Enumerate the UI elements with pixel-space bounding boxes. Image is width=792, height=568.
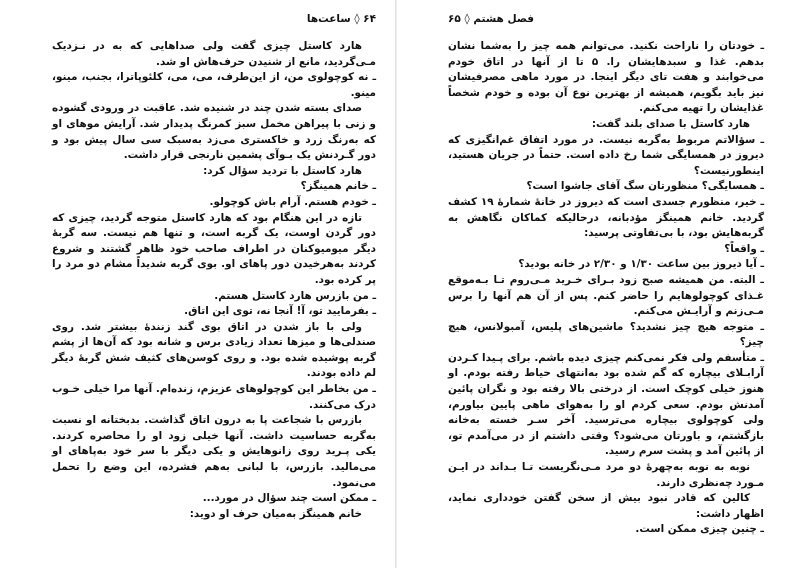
paragraph: کالین که قادر نبود بیش از سخن گفتن خودداری نماید، اظهار داشت:	[448, 492, 764, 520]
paragraph: ولی با باز شدن در اتاق بوی گند زنندۀ بیشتر شد. روی صندلی‌ها و میزها تعداد زیادی برس و شانه بود که آن‌ها از پشم گربه پوشیده شده بود. و روی کوسن‌های کثیف شش گربهٔ دیگر لم داده بودند.	[52, 320, 376, 380]
paragraph: ـ خانم همینگز؟	[300, 180, 376, 193]
paragraph: صدای بسته شدن چند در شنیده شد. عاقبت در ورودی گشوده و زنی با پیراهن مخمل سبز کمرنگ پدیدار شد. آرایش موهای او که به‌رنگ زرد و خاکستری می‌زد به‌سبک سی سال پیش بود و دور گـردنش یک بـوآی پشمین نارنجی قرار داشت.	[52, 102, 376, 162]
paragraph: هارد کاستل چیزی گفت ولی صداهایی که به‌ در نـزدیک مـی‌گردید، مانع از شنیدن حرف‌هاش او شد.	[52, 40, 376, 68]
paragraph: ـ متأسفم ولی فکر نمی‌کنم چیزی دیده باشم. برای پـیدا کـردن آرابـلای بیچاره که گم شده بود به‌انتهای حیاط رفته بودم. او هنوز خیلی کوچک است. از درختی بالا رفته بود و نگران پائین آمدنش بودم. سعی کردم او را به‌هوای ماهی پایین بیاورم، ولی کوچولوی بیچاره می‌ترسید. آخر سـر خسته به‌خانه بازگشتم، و باورتان می‌شود؟ وقتی داشتم از در می‌آمدم تو، از پائین آمد و پشت سرم رسید.	[448, 351, 764, 458]
paragraph: ـ خیر، منظورم جسدی است که دیروز در خانهٔ شمارهٔ ۱۹ کشف گردید. خانم همینگز مؤدبانه، درحالیکه کماکان نگاهش به گربه‌هایش بود، با بی‌تفاوتی پرسید:	[448, 195, 765, 240]
paragraph: ـ واقعاً؟	[724, 242, 764, 255]
paragraph: هارد کاستل با صدای بلند گفت:	[591, 117, 750, 130]
paragraph: نوبه به نوبه به‌چهرهٔ دو مرد مـی‌نگریست تـا بـداند در ایـن مـورد چه‌نظری دارند.	[448, 461, 764, 489]
paragraph: ـ خودم هستم. آرام باش کوچولو.	[209, 195, 376, 208]
left-running-head: ۶۴ ◊ ساعت‌ها	[306, 13, 376, 25]
paragraph: ـ من بخاطر این کوچولوهای عزیزم، زنده‌ام. آنها مرا خیلی خـوب درک می‌کنند.	[52, 383, 376, 411]
paragraph: ـ البته. من همیشه صبح زود بـرای خـرید مـی‌روم تـا بـه‌موقع غـذای کوچولوهایم را حاضر کنم. پس از آن هم آنها را برس مـی‌زنم و آرایـش می‌کنم.	[448, 273, 764, 318]
paragraph: ـ آیا دیروز بین ساعت ۱/۳۰ و ۲/۳۰ در خانه بودید؟	[518, 258, 764, 271]
paragraph: ـ بفرمایید تو، آ! آنجا نه، توی این اتاق.	[184, 305, 376, 318]
paragraph: ـ همسایگی؟ منظورتان سگ آقای جاشوا است؟	[526, 180, 764, 193]
paragraph: هارد کاستل با تردید سؤال کرد:	[203, 164, 362, 177]
right-running-head: فصل هشتم ◊ ۶۵	[448, 13, 535, 25]
paragraph: ـ ممکن است چند سؤال در مورد...	[202, 492, 376, 505]
paragraph: خانم همینگز به‌میان حرف او دوید:	[189, 507, 362, 520]
paragraph: ـ چنین چیزی ممکن است.	[635, 523, 764, 536]
paragraph: ـ سؤالاتم مربوط به‌گربه نیست. در مورد اتفاق غم‌انگیزی که دیروز در همسایگی شما رخ داده است. حتماً در جریان هستید، اینطورنیست؟	[448, 133, 764, 177]
paragraph: ـ من بازرس هارد کاستل هستم.	[214, 289, 376, 302]
paragraph: ـ خودتان را ناراحت نکنید. می‌توانم همه چیز را به‌شما نشان بدهم. غذا و سبدهایشان را. ۵ تا از آنها در اتاق خودم می‌خوابند و هفت تای دیگر اینجا. در مورد ماهی مصرفیشان نیز باید بگویم، همیشه از بهترین نوع آن بوده و خودم شخصاً غذایشان را تهیه می‌کنم.	[448, 40, 764, 115]
paragraph: ـ نه کوچولوی من، از این‌طرف، می، می، کلئوپاترا، بجنب، مینو، مینو.	[52, 71, 376, 99]
paragraph: بازرس با شجاعت پا به درون اتاق گذاشت. بدبختانه او نسبت به‌گربه حساسیت داشت. آنها خیلی زود او را محاصره کردند. یکی پـرید روی زانوهایش و یکی دیگر با سر خود به‌پاهای او می‌مالید. بازرس، با لبانی به‌هم فشرده، این وضع را تحمل می‌نمود.	[52, 414, 376, 489]
paragraph: ـ متوجه هیچ چیز نشدید؟ ماشین‌های پلیس، آمبولانس، هیچ چیز؟	[448, 320, 764, 349]
right-page	[396, 0, 792, 568]
paragraph: تازه در این هنگام بود که هارد کاستل متوجه گردید، چیزی که دور گردن اوست، یک گربه است، و تنها هم نیست. سه گربهٔ دیگر میومیوکنان در اطراف صاحب خود ظاهر گشتند و شروع کردند به‌هرخیدن دور پاهای او. بوی گربه شدیداً مشام دو مرد را پر کرده بود.	[52, 211, 376, 286]
